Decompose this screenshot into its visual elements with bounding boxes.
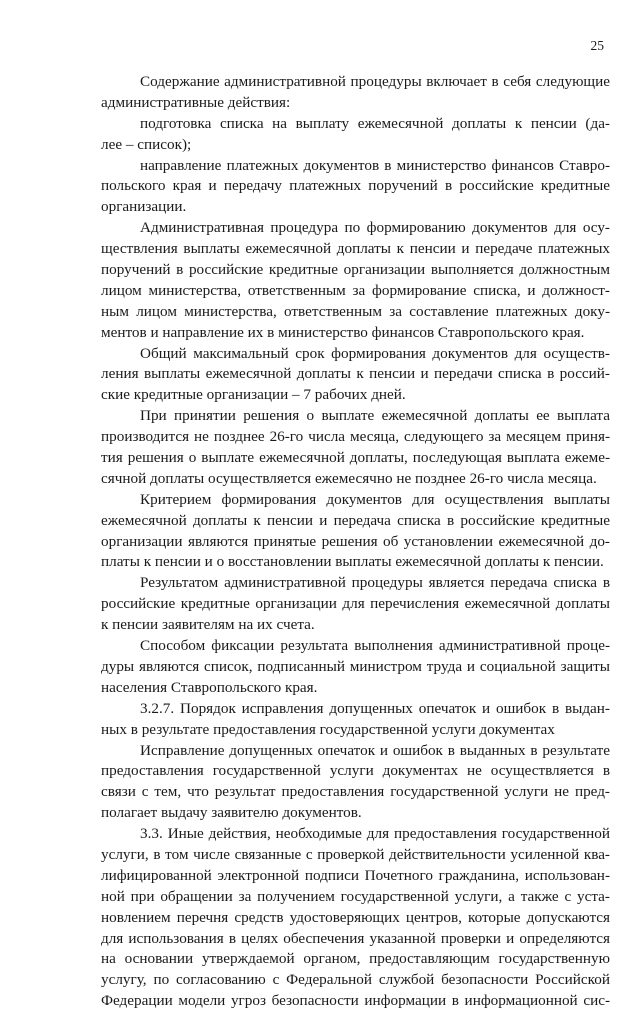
text-line: услуги, в том числе связанные с проверкой действительности усиленной ква- [101, 845, 610, 863]
text-line: Общий максимальный срок формирования документов для осуществ- [140, 344, 610, 362]
text-line: Критерием формирования документов для осуществления выплаты [140, 490, 610, 508]
text-line: Федерации модели угроз безопасности информации в информационной сис- [101, 992, 610, 1010]
text-line: ления выплаты ежемесячной доплаты к пенсии и передачи списка в россий- [101, 365, 610, 383]
page-number: 25 [590, 38, 604, 53]
text-line: лифицированной электронной подписи Почетного гражданина, использован- [101, 866, 610, 884]
text-line: Содержание административной процедуры включает в себя следующие [140, 73, 610, 90]
text-line: ежемесячной доплаты к пенсии и передача списка в российские кредитные [101, 511, 610, 529]
text-line: на основании утверждаемой органом, предоставляющим государственную [101, 950, 610, 968]
text-line: 3.2.7. Порядок исправления допущенных опечаток и ошибок в выдан- [140, 699, 610, 717]
text-line: производится не позднее 26-го числа месяца, следующего за месяцем приня- [101, 428, 610, 446]
text-line: российские кредитные организации для перечисления ежемесячной доплаты [101, 595, 610, 613]
text-line: услугу, по согласованию с Федеральной службой безопасности Российской [101, 971, 610, 989]
text-line: ментов и направление их в министерство финансов Ставропольского края. [101, 323, 585, 341]
text-line: административные действия: [101, 93, 291, 111]
text-line: полагает выдачу заявителю документов. [101, 804, 362, 822]
text-line: направление платежных документов в министерство финансов Ставро- [140, 156, 610, 174]
text-line: Результатом административной процедуры является передача списка в [140, 574, 610, 592]
text-line: подготовка списка на выплату ежемесячной доплаты к пенсии (да- [140, 114, 610, 132]
text-line: лее – список); [101, 135, 192, 153]
body-text [101, 72, 610, 1012]
text-line: ных в результате предоставления государственной услуги документах [101, 720, 555, 738]
text-line: организации. [101, 198, 187, 216]
text-line: платы к пенсии и о восстановлении выплаты ежемесячной доплаты к пенсии. [101, 553, 604, 571]
text-line: Способом фиксации результата выполнения административной проце- [140, 637, 610, 655]
text-line: предоставления государственной услуги документах не осуществляется в [101, 762, 610, 780]
text-line: При принятии решения о выплате ежемесячной доплаты ее выплата [140, 407, 610, 425]
text-line: сячной доплаты осуществляется ежемесячно не позднее 26-го числа месяца. [101, 469, 597, 487]
text-line: лицом министерства, ответственным за формирование списка, и должност- [101, 281, 610, 299]
text-line: ществления выплаты ежемесячной доплаты к пенсии и передаче платежных [101, 240, 610, 258]
text-line: поручений в российские кредитные организации выполняется должностным [101, 261, 610, 279]
text-line: польского края и передачу платежных поручений в российские кредитные [101, 177, 610, 195]
text-line: 3.3. Иные действия, необходимые для предоставления государственной [140, 825, 610, 843]
text-line: связи с тем, что результат предоставления государственной услуги не пред- [101, 783, 610, 801]
text-line: Исправление допущенных опечаток и ошибок в выданных в результате [140, 741, 610, 759]
text-line: населения Ставропольского края. [101, 678, 318, 696]
text-line: ным лицом министерства, ответственным за составление платежных доку- [101, 302, 610, 320]
text-line: к пенсии заявителям на их счета. [101, 616, 315, 634]
text-line: Административная процедура по формированию документов для осу- [140, 219, 610, 237]
text-line: дуры являются список, подписанный министром труда и социальной защиты [101, 657, 610, 675]
text-line: организации являются принятые решения об установлении ежемесячной до- [101, 532, 610, 550]
text-line: ские кредитные организации – 7 рабочих дней. [101, 386, 406, 404]
text-line: для использования в целях обеспечения указанной проверки и определяются [101, 929, 610, 947]
text-line: ной при обращении за получением государственной услуги, а также с уста- [101, 887, 610, 905]
text-line: новлением перечня средств удостоверяющих центров, которые допускаются [101, 908, 610, 926]
text-line: тия решения о выплате ежемесячной доплаты, последующая выплата ежеме- [101, 449, 610, 467]
